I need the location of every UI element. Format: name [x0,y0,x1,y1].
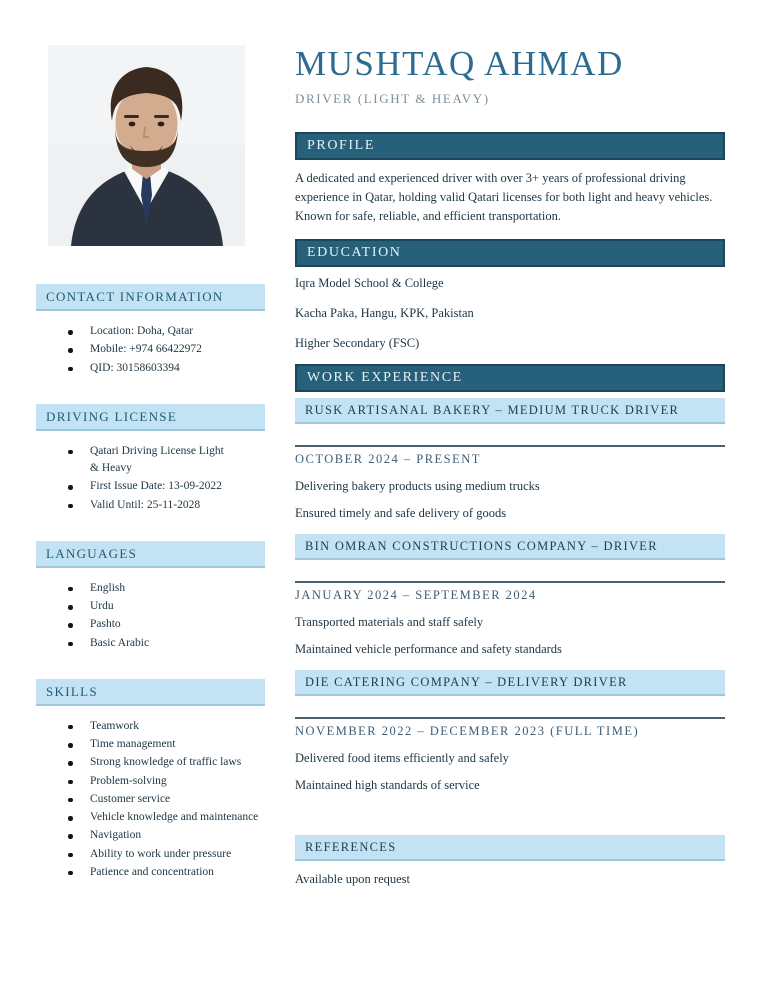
list-item: Urdu [36,598,265,615]
profile-heading: PROFILE [295,132,725,160]
list-item: Vehicle knowledge and maintenance [36,809,265,826]
references-text: Available upon request [295,872,411,886]
job-point: Delivered food items efficiently and safely [295,750,509,765]
list-item: Time management [36,736,265,753]
driving-license-heading: DRIVING LICENSE [36,404,265,431]
job-title-subtitle: DRIVER (LIGHT & HEAVY) [295,91,490,107]
references-heading: REFERENCES [295,835,725,861]
profile-text: A dedicated and experienced driver with over 3+ years of professional driving experience in Qatar, holding valid Qatari licenses for both light and heavy vehicles. Known for safe, reliable, and efficient transportation. [295,171,713,223]
list-item: English [36,580,265,597]
list-item: Patience and concentration [36,864,265,881]
skills-heading: SKILLS [36,679,265,706]
list-item: Ability to work under pressure [36,846,265,863]
contact-information-heading: CONTACT INFORMATION [36,284,265,311]
list-item: Basic Arabic [36,635,265,652]
person-portrait-icon [48,45,245,246]
contact-information-section [36,284,265,377]
languages-list [36,580,265,652]
list-item: QID: 30158603394 [36,360,265,377]
list-item: Teamwork [36,718,265,735]
job-point: Ensured timely and safe delivery of goods [295,506,507,520]
list-item: Qatari Driving License Light & Heavy [36,443,230,478]
list-item: Strong knowledge of traffic laws [36,754,265,771]
job-dates: NOVEMBER 2022 – DECEMBER 2023 (FULL TIME) [295,717,725,739]
job-point: Maintained high standards of service [295,778,480,792]
page-title: MUSHTAQ AHMAD [295,44,624,83]
list-item: Location: Doha, Qatar [36,323,265,340]
skills-section [36,679,265,881]
job-dates: OCTOBER 2024 – PRESENT [295,445,725,467]
job-point: Transported materials and staff safely [295,614,484,629]
education-heading: EDUCATION [295,239,725,267]
job-title-bar: RUSK ARTISANAL BAKERY – MEDIUM TRUCK DRIVER [295,398,725,424]
driving-license-section [36,404,265,514]
sidebar [36,284,265,908]
languages-heading: LANGUAGES [36,541,265,568]
languages-section [36,541,265,652]
driving-license-list [36,443,265,514]
list-item: Pashto [36,616,265,633]
contact-information-list [36,323,265,377]
list-item: Navigation [36,827,265,844]
education-location: Kacha Paka, Hangu, KPK, Pakistan [295,305,474,320]
work-experience-heading: WORK EXPERIENCE [295,364,725,392]
list-item: Problem-solving [36,773,265,790]
job-point: Delivering bakery products using medium trucks [295,478,540,493]
job-point: Maintained vehicle performance and safety standards [295,642,562,656]
education-school: Iqra Model School & College [295,275,444,290]
profile-photo [48,45,245,246]
list-item: Mobile: +974 66422972 [36,341,265,358]
job-title-bar: DIE CATERING COMPANY – DELIVERY DRIVER [295,670,725,696]
job-title-bar: BIN OMRAN CONSTRUCTIONS COMPANY – DRIVER [295,534,725,560]
list-item: Valid Until: 25-11-2028 [36,497,265,514]
education-degree: Higher Secondary (FSC) [295,335,420,350]
main-column [295,44,725,900]
list-item: Customer service [36,791,265,808]
list-item: First Issue Date: 13-09-2022 [36,478,265,495]
job-dates: JANUARY 2024 – SEPTEMBER 2024 [295,581,725,603]
skills-list [36,718,265,881]
